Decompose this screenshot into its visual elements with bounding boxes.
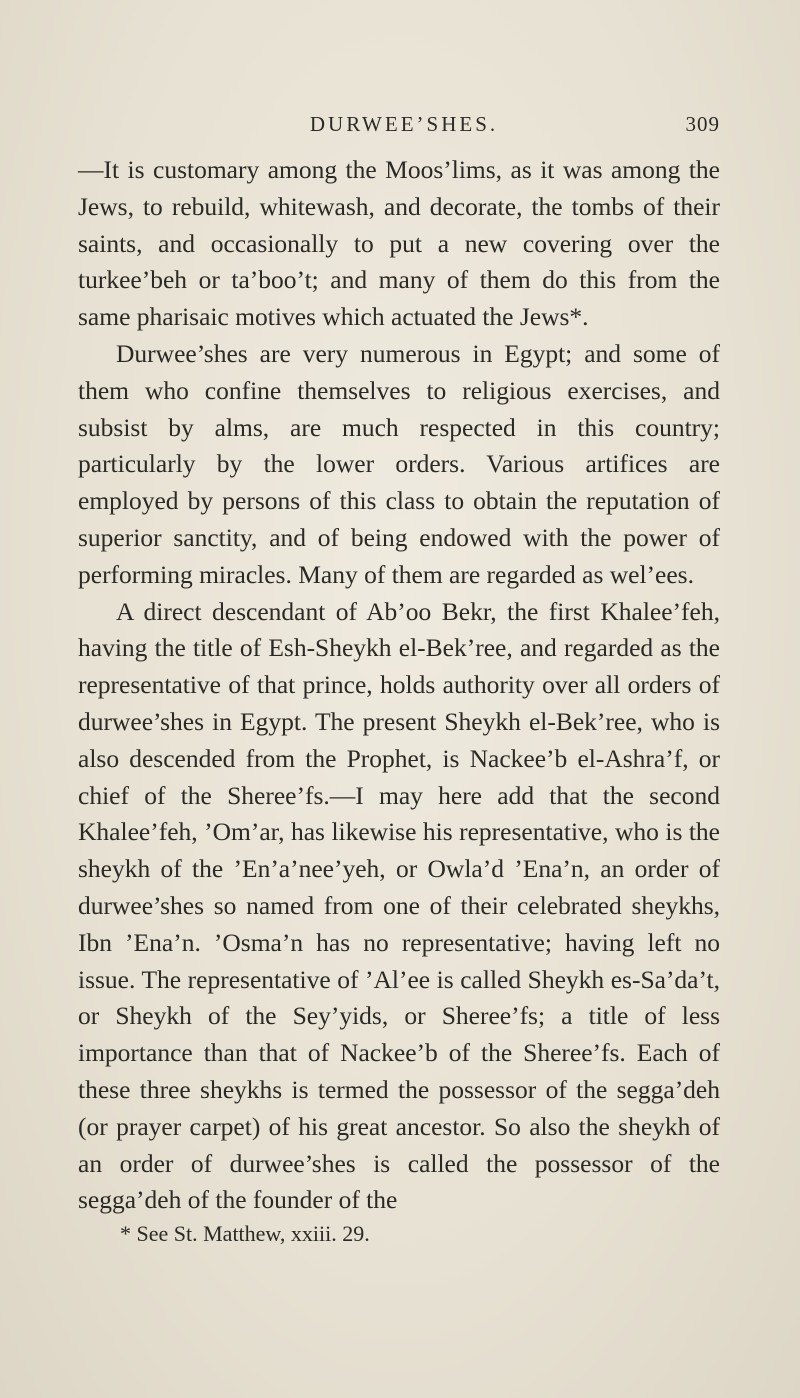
running-title: DURWEE’SHES. — [309, 112, 499, 136]
book-page — [78, 112, 720, 1249]
paragraph-tombs: —It is customary among the Moos’lims, as it was among the Jews, to rebuild, whitewash, and decorate, the tombs of their saints, and occasionally to put a new covering over the turkee’beh or ta’boo’t; and many of them do this from the same pharisaic motives which actuated the Jews*. — [78, 155, 720, 332]
page-number: 309 — [685, 112, 720, 136]
paragraph-bekree: A direct descendant of Ab’oo Bekr, the first Khalee’feh, having the title of Esh-Sheykh el-Bek’ree, and regarded as the representative of that prince, holds authority over all orders of durwee’shes in Egypt. The present Sheykh el-Bek’ree, who is also descended from the Prophet, is Nackee’b el-Ashra’f, or chief of the Sheree’fs.—I may here add that the second Khalee’feh, ’Om’ar, has likewise his representative, who is the sheykh of the ’En’a’nee’yeh, or Owla’d ’Ena’n, an order of durwee’shes so named from one of their celebrated sheykhs, Ibn ’Ena’n. ’Osma’n has no representative; having left no issue. The representative of ’Al’ee is called Sheykh es-Sa’da’t, or Sheykh of the Sey’yids, or Sheree’fs; a title of less importance than that of Nackee’b of the Sheree’fs. Each of these three sheykhs is termed the possessor of the segga’deh (or prayer carpet) of his great ancestor. So also the sheykh of an order of durwee’shes is called the possessor of the segga’deh of the founder of the — [78, 596, 720, 1215]
footnote: * See St. Matthew, xxiii. 29. — [120, 1221, 370, 1247]
body-text — [78, 152, 720, 1219]
running-head — [78, 112, 720, 152]
paragraph-durweeshes: Durwee’shes are very numerous in Egypt; and some of them who confine themselves to religious exercises, and subsist by alms, are much respected in this country; particularly by the lower orders. Various artifices are employed by persons of this class to obtain the reputation of superior sanctity, and of being endowed with the power of performing miracles. Many of them are regarded as wel’ees. — [78, 338, 720, 589]
